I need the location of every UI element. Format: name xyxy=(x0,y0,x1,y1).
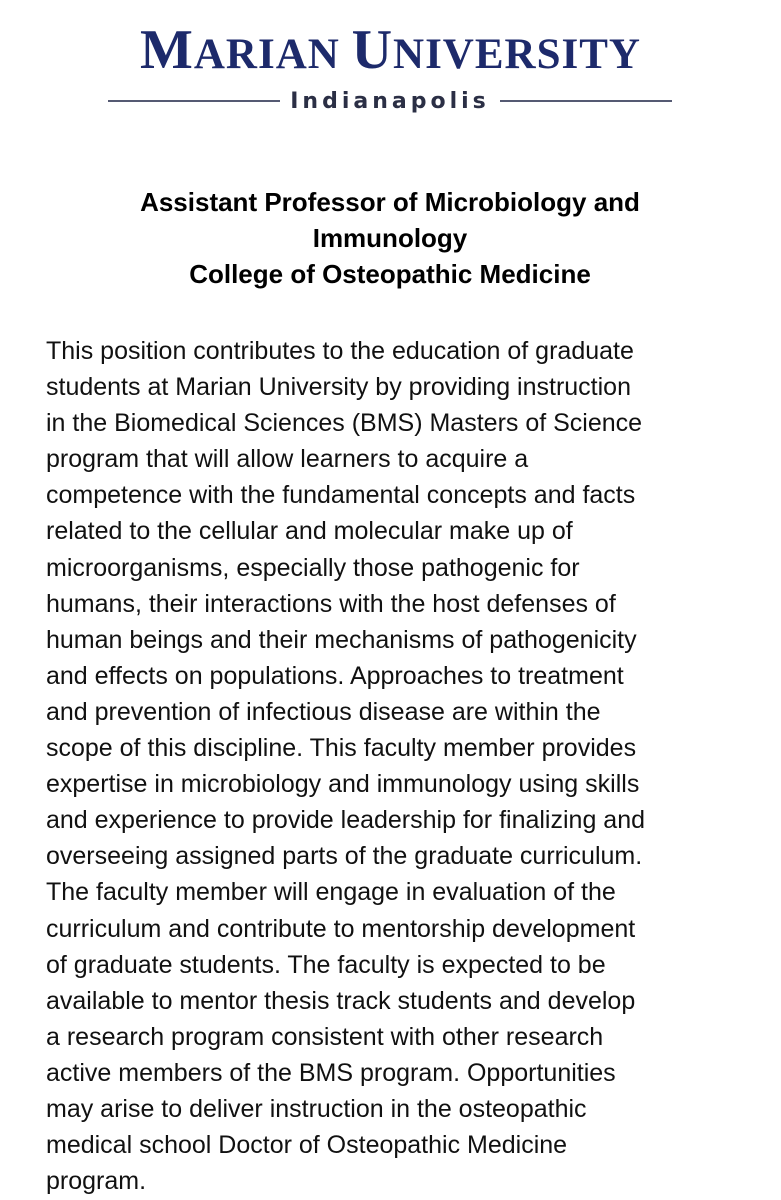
university-logo xyxy=(0,0,781,135)
position-description: This position contributes to the education of graduate students at Marian University by providing instruction in the Biomedical Sciences (BMS) Masters of Science program that will allow learners to acquire a competence with the fundamental concepts and facts related to the cellular and molecular make up of microorganisms, especially those pathogenic for humans, their interactions with the host defenses of human beings and their mechanisms of pathogenicity and effects on populations. Approaches to treatment and prevention of infectious disease are within the scope of this discipline. This faculty member provides expertise in microbiology and immunology using skills and experience to provide leadership for finalizing and overseeing assigned parts of the graduate curriculum. The faculty member will engage in evaluation of the curriculum and contribute to mentorship development of graduate students. The faculty is expected to be available to mentor thesis track students and develop a research program consistent with other research active members of the BMS program. Opportunities may arise to deliver instruction in the osteopathic medical school Doctor of Osteopathic Medicine program. xyxy=(46,337,645,1196)
job-title-line-2: Immunology xyxy=(312,223,468,253)
job-title-line-3: College of Osteopathic Medicine xyxy=(189,259,591,289)
job-title xyxy=(40,184,740,292)
logo-wordmark: MARIAN UNIVERSITY xyxy=(140,19,641,81)
logo-city: Indianapolis xyxy=(290,88,490,114)
job-title-line-1: Assistant Professor of Microbiology and xyxy=(140,187,640,217)
logo-rule-left xyxy=(108,100,280,102)
logo-city-line xyxy=(108,83,672,119)
logo-rule-right xyxy=(500,100,672,102)
